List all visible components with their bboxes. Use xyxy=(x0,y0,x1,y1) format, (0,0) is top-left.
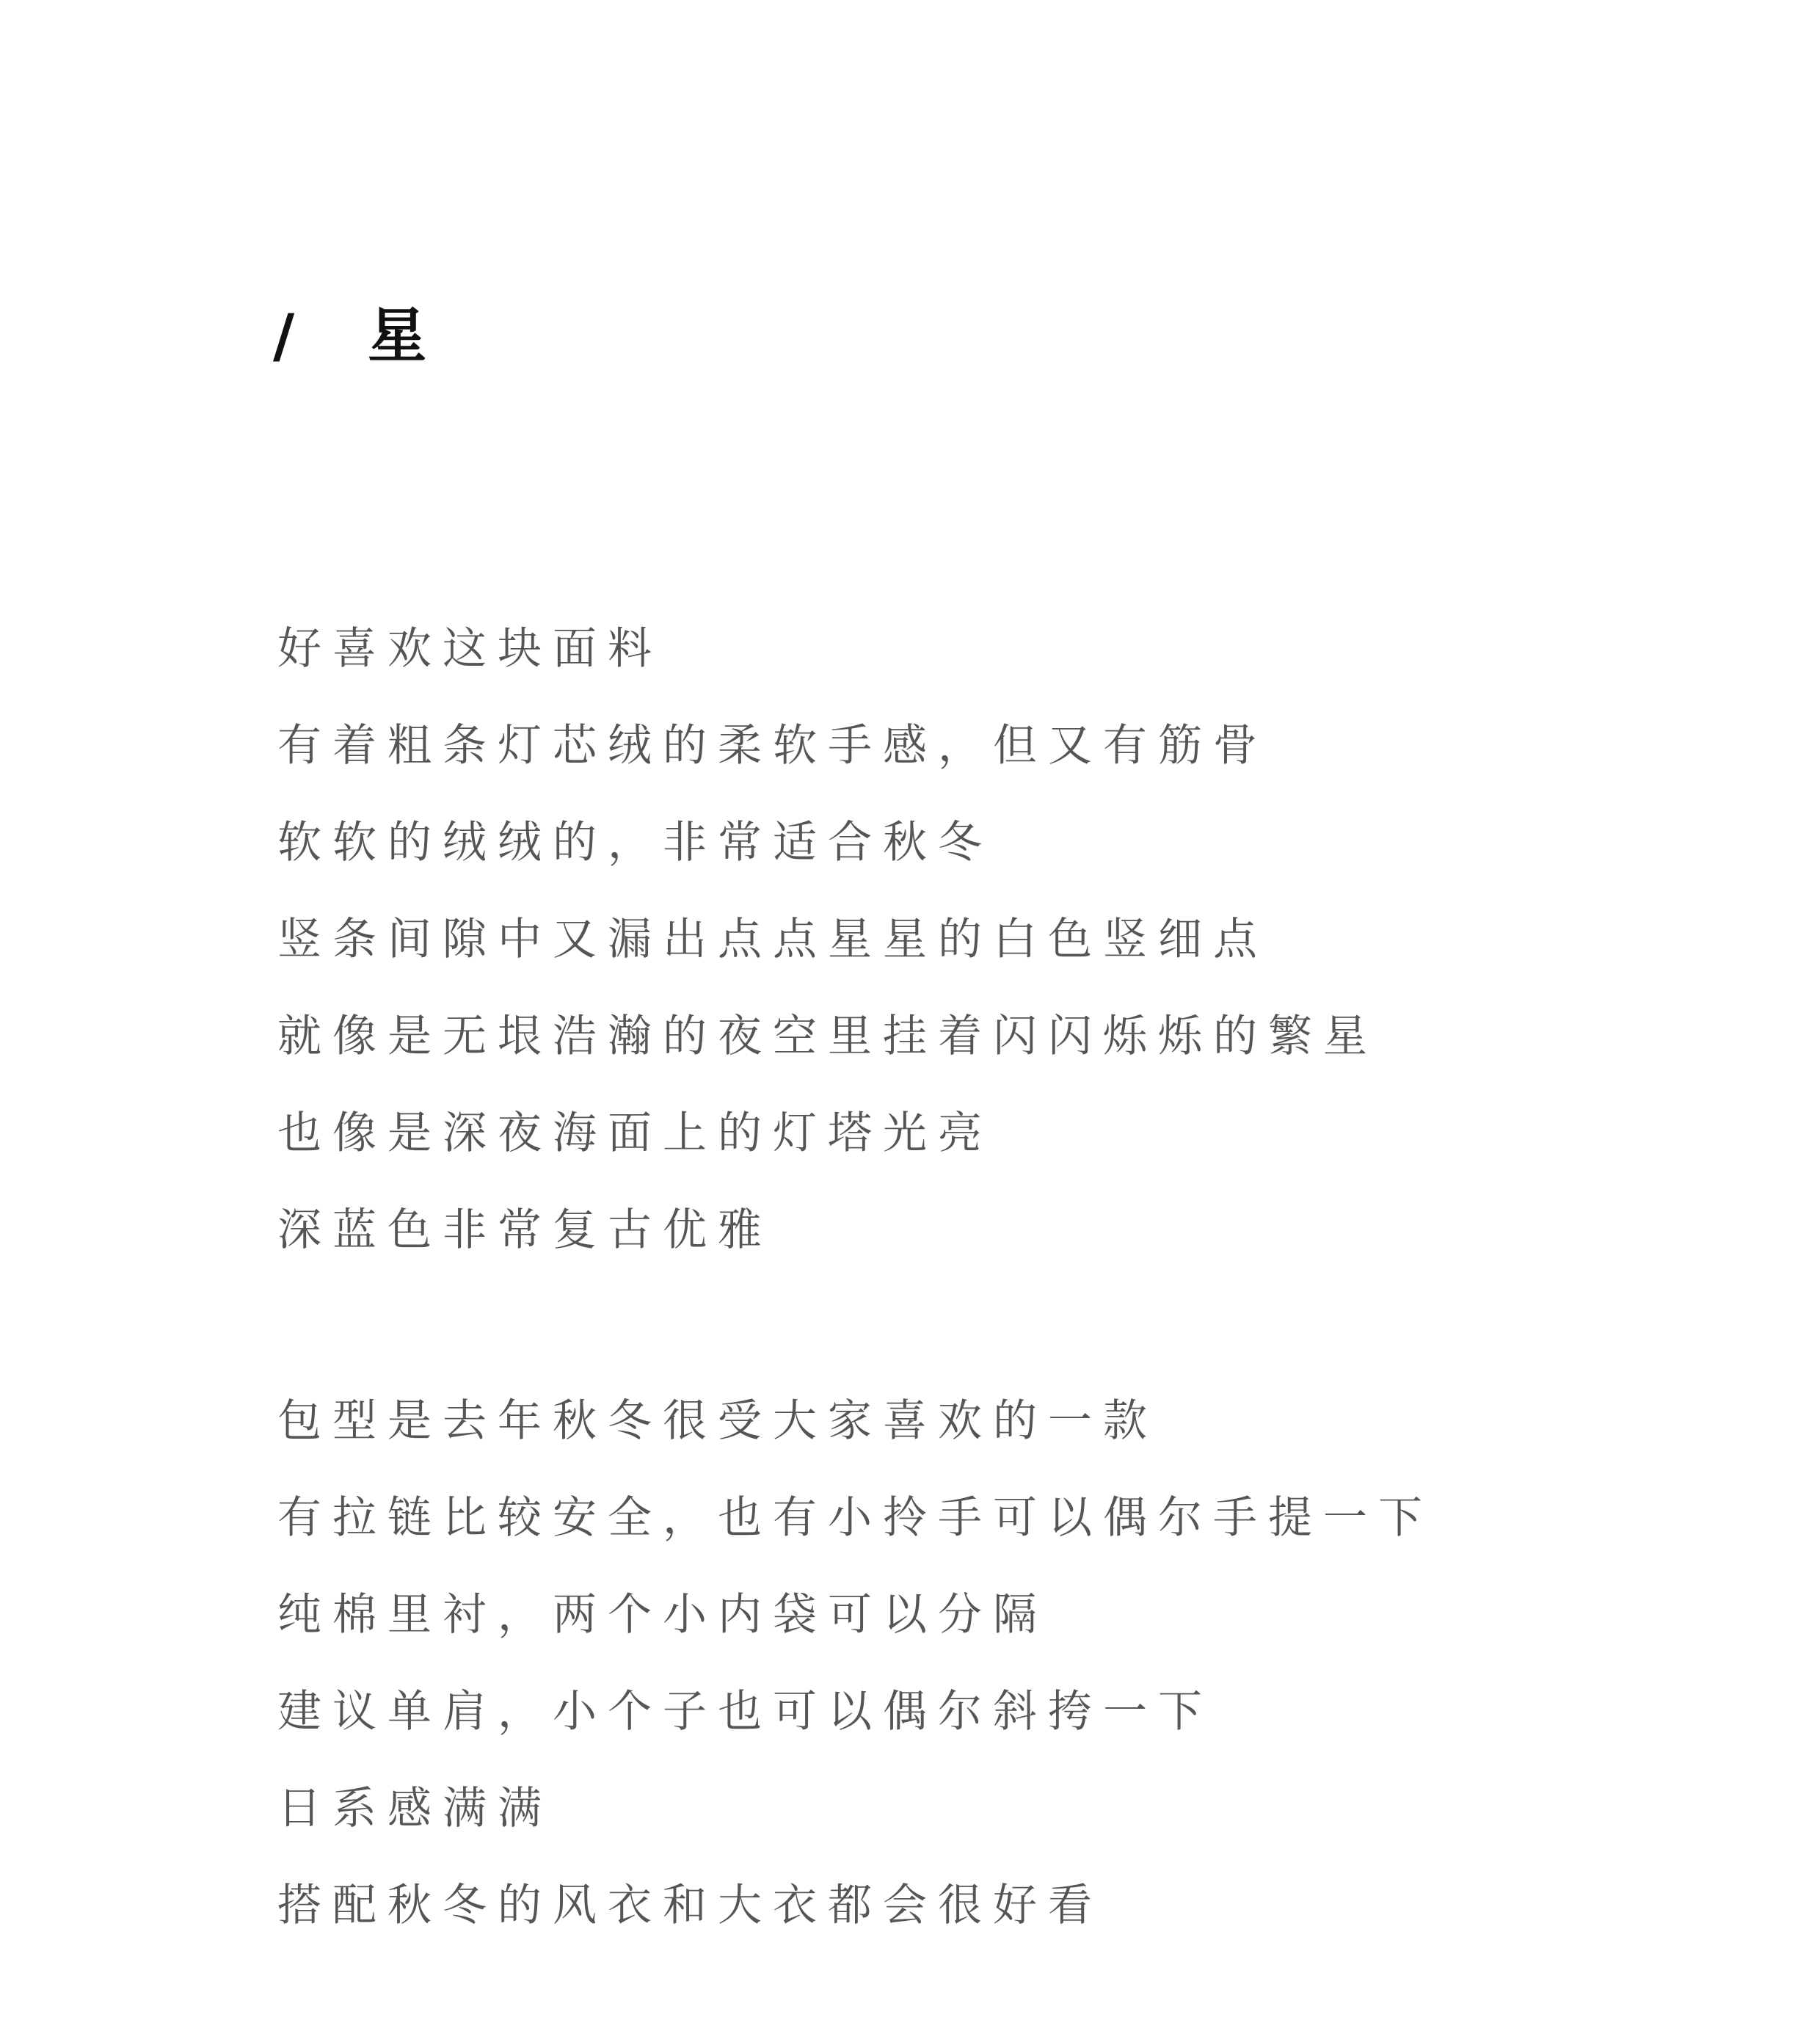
text-line: 竖条间隙中又漏出点点星星的白色竖细点 xyxy=(277,914,1268,965)
description-paragraph-fabric xyxy=(277,600,1378,1279)
section-title: / 星 xyxy=(273,302,454,370)
text-line: 纯棉里衬，两个小内袋可以分隔 xyxy=(277,1589,1048,1641)
text-line: 日系感满满 xyxy=(277,1783,553,1834)
text-line: 软软的绒绒的，非常适合秋冬 xyxy=(277,817,993,868)
text-line: 有拉链比较安全，也有小拎手可以偶尔手提一下 xyxy=(277,1492,1433,1544)
text-line: 就像是无垠浩瀚的夜空里挂着闪闪烁烁的繁星 xyxy=(277,1011,1378,1062)
text-line: 也像是深夜海面上的灯塔光亮 xyxy=(277,1108,993,1159)
text-line: 建议单肩，小个子也可以偶尔斜挎一下 xyxy=(277,1686,1213,1737)
text-line: 有着粗条灯芯绒的柔软手感，但又有筋骨 xyxy=(277,720,1268,771)
text-line: 搭配秋冬的风衣和大衣都会很好看 xyxy=(277,1880,1103,1931)
text-line: 深蓝色非常复古优雅 xyxy=(277,1205,773,1256)
text-line: 好喜欢这块面料 xyxy=(277,623,663,675)
description-paragraph-bag xyxy=(277,1373,1433,1954)
text-line: 包型是去年秋冬很受大家喜欢的一款 xyxy=(277,1395,1158,1447)
